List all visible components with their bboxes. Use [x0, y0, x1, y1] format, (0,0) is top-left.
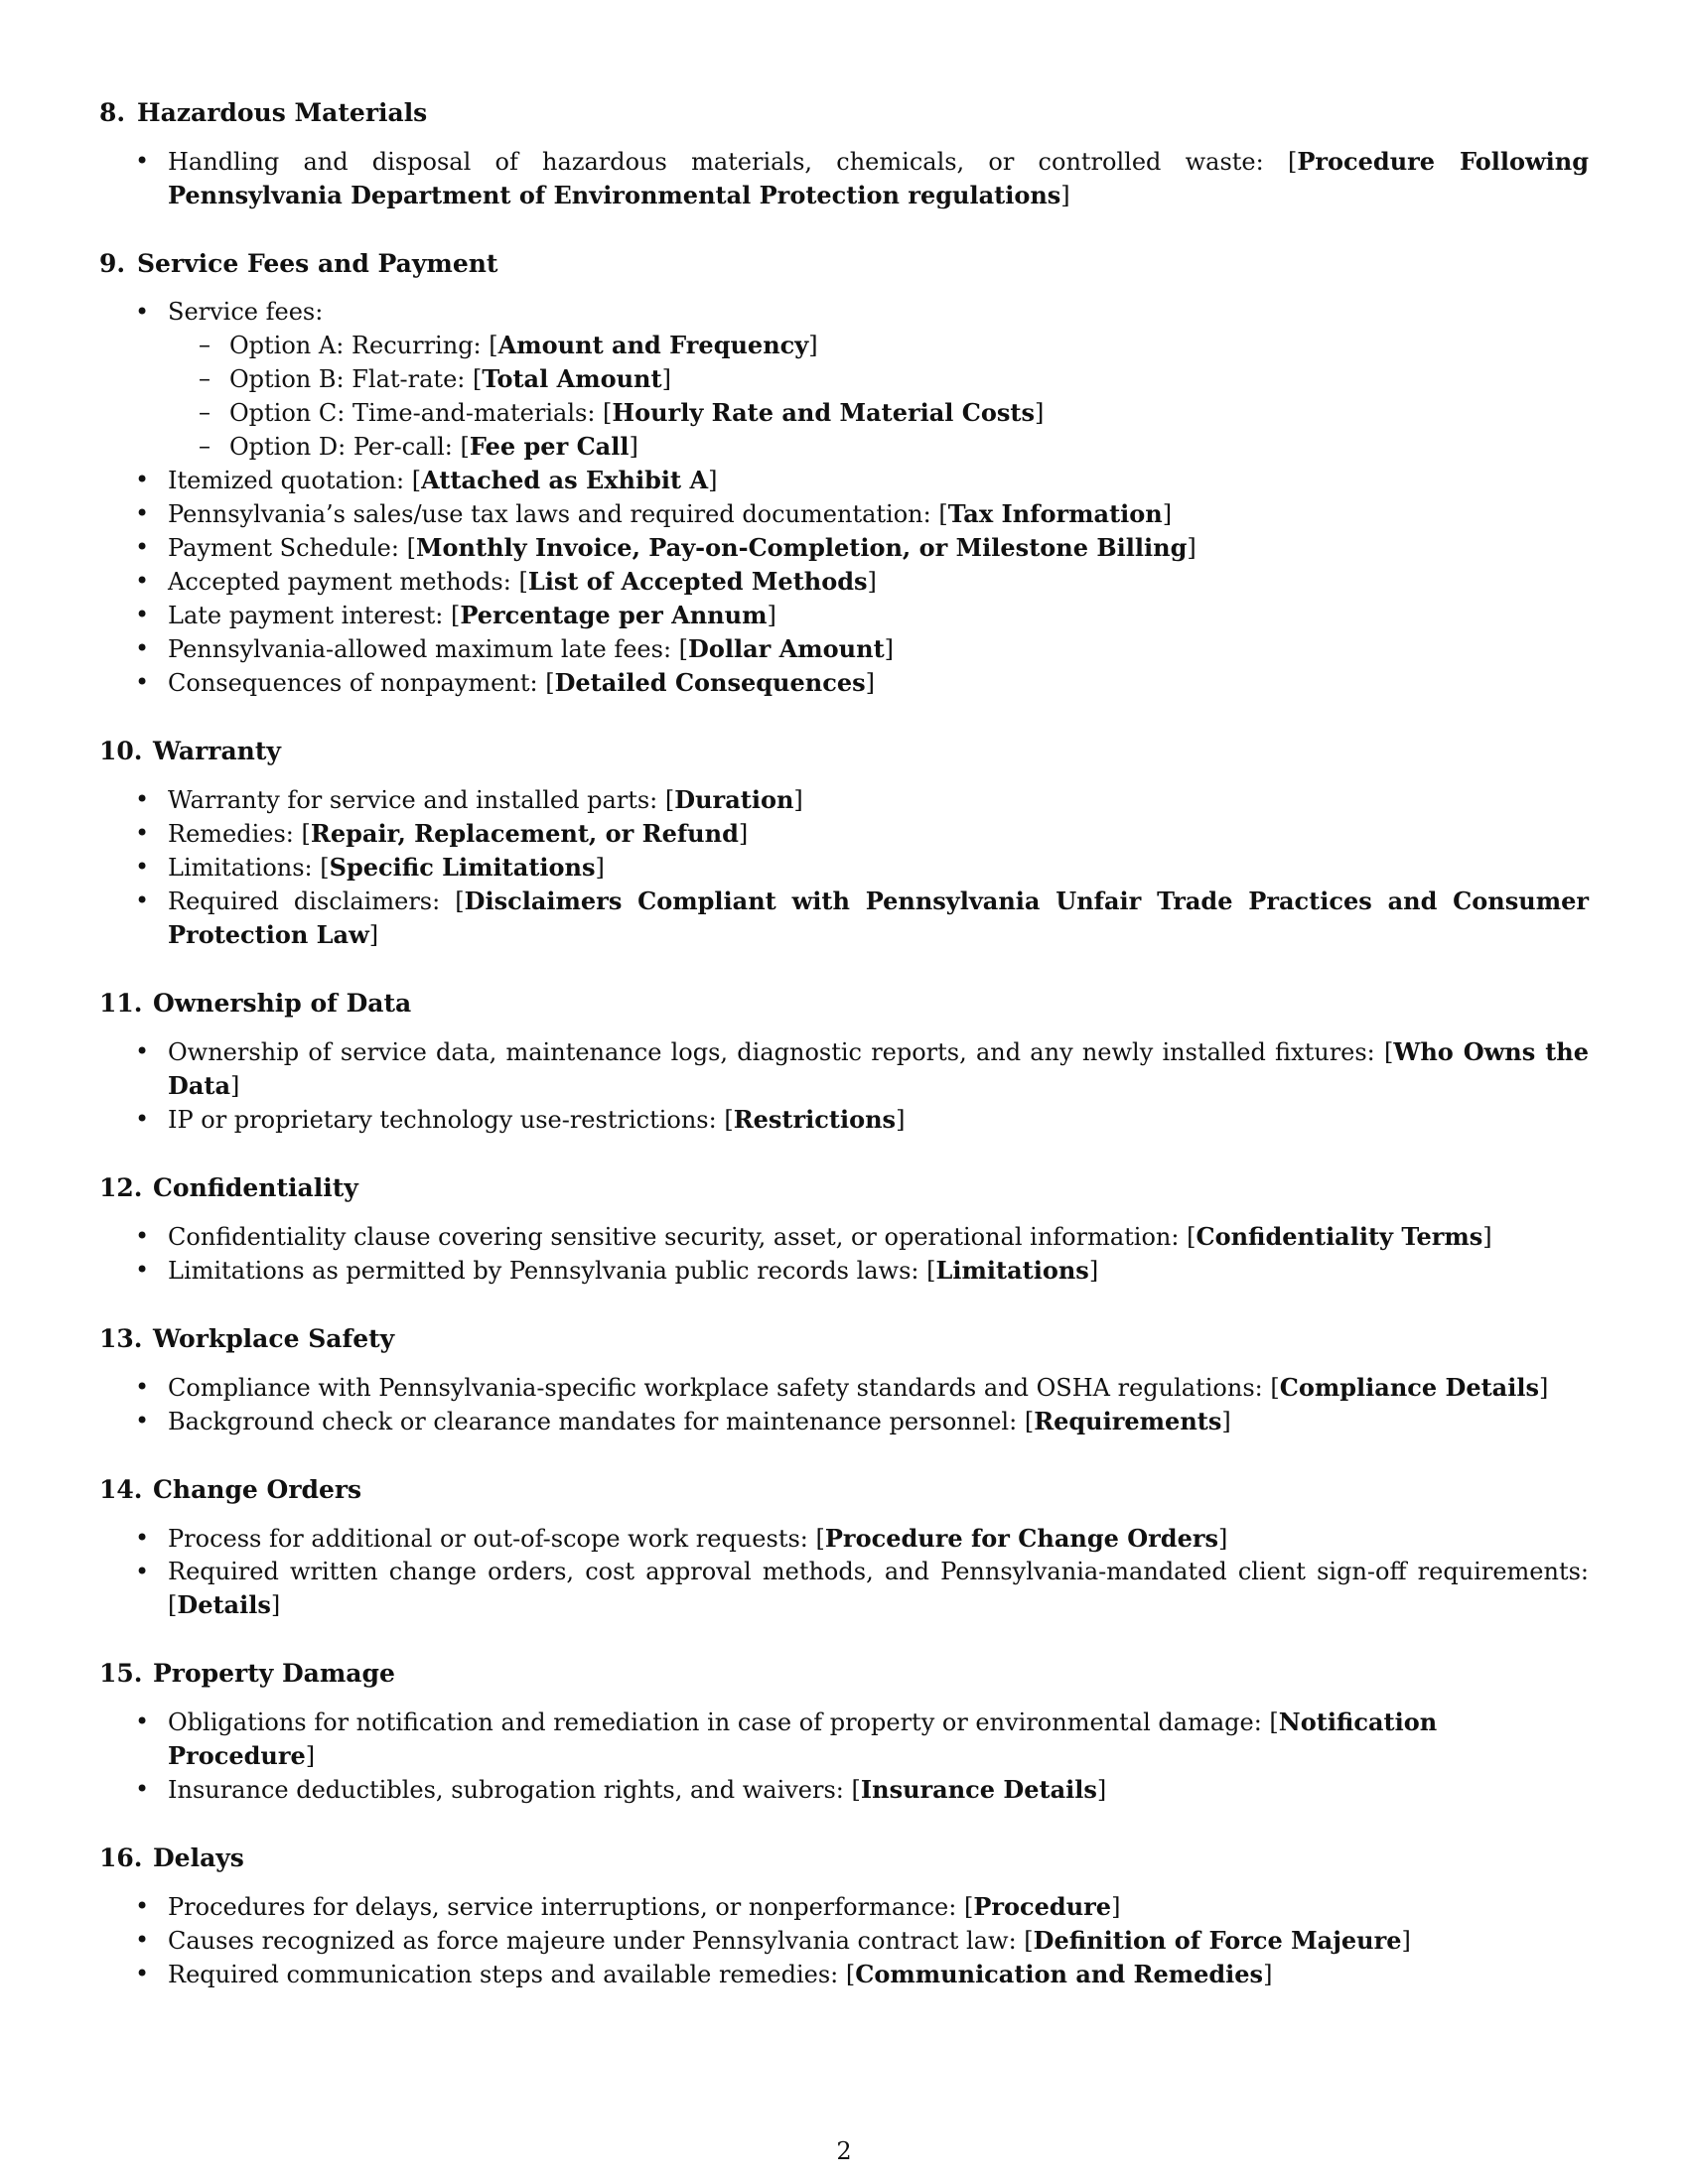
list-item: • Required written change orders, cost approval methods, and Pennsylvania-mandated client sign-off requirements: [Details] [99, 1556, 1589, 1622]
item-placeholder: Notification Procedure [168, 1707, 1438, 1770]
item-placeholder: Percentage per Annum [460, 601, 768, 629]
item-text: Confidentiality clause covering sensitive security, asset, or operational information: [168, 1223, 1188, 1251]
sub-list-item: – Option B: Flat-rate: [Total Amount] [168, 362, 1589, 396]
document-page [99, 97, 1589, 2027]
bullet-list [99, 296, 1589, 700]
item-text: Accepted payment methods: [168, 568, 519, 596]
section-number: 8. [99, 98, 126, 127]
list-item: • Remedies: [Repair, Replacement, or Refund] [99, 817, 1589, 851]
item-placeholder: Limitations [935, 1256, 1089, 1285]
section-title: Hazardous Materials [137, 98, 428, 127]
item-text: Ownership of service data, maintenance logs, diagnostic reports, and any newly installed fixtures: [168, 1038, 1384, 1066]
section-title: Confidentiality [153, 1173, 358, 1202]
section-warranty [99, 736, 1589, 952]
item-text: Handling and disposal of hazardous materials, chemicals, or controlled waste: [168, 148, 1288, 176]
item-text: Required disclaimers: [168, 887, 456, 915]
item-placeholder: Definition of Force Majeure [1033, 1926, 1402, 1955]
bullet-list [99, 1522, 1589, 1622]
list-item: • Limitations as permitted by Pennsylvania public records laws: [Limitations] [99, 1254, 1589, 1288]
item-placeholder: Detailed Consequences [554, 668, 866, 697]
item-placeholder: Requirements [1034, 1407, 1222, 1435]
section-title: Workplace Safety [153, 1324, 395, 1353]
item-text: Background check or clearance mandates for maintenance personnel: [168, 1408, 1025, 1435]
item-placeholder: Restrictions [733, 1105, 897, 1134]
list-item: • Required communication steps and available remedies: [Communication and Remedies] [99, 1958, 1589, 1991]
item-placeholder: Amount and Frequency [497, 331, 809, 359]
item-placeholder: Specific Limitations [329, 853, 596, 882]
item-text: Late payment interest: [168, 602, 451, 629]
section-workplace-safety [99, 1323, 1589, 1438]
section-service-fees-and-payment [99, 248, 1589, 700]
list-item: • Late payment interest: [Percentage per Annum] [99, 599, 1589, 632]
section-title: Property Damage [153, 1659, 395, 1688]
list-item: • IP or proprietary technology use-restrictions: [Restrictions] [99, 1103, 1589, 1137]
item-placeholder: Insurance Details [860, 1775, 1097, 1804]
section-title: Warranty [153, 737, 281, 765]
section-number: 16. [99, 1843, 143, 1872]
item-placeholder: Hourly Rate and Material Costs [612, 398, 1035, 427]
fee-options-list [168, 329, 1589, 464]
sub-list-item: – Option A: Recurring: [Amount and Frequency] [168, 329, 1589, 362]
item-text: Payment Schedule: [168, 534, 407, 562]
item-placeholder: Fee per Call [469, 432, 630, 461]
item-placeholder: Repair, Replacement, or Refund [310, 819, 739, 848]
section-heading [99, 1843, 1589, 1874]
item-placeholder: Dollar Amount [688, 634, 885, 663]
item-placeholder: Attached as Exhibit A [421, 466, 709, 494]
item-text: Option A: Recurring: [229, 332, 490, 359]
bullet-list [99, 145, 1589, 212]
item-text: Limitations: [168, 854, 321, 882]
item-text: Pennsylvania-allowed maximum late fees: [168, 635, 679, 663]
item-placeholder: Total Amount [482, 364, 662, 393]
item-placeholder: Procedure [973, 1892, 1112, 1921]
list-item: • Procedures for delays, service interruptions, or nonperformance: [Procedure] [99, 1890, 1589, 1924]
list-item: • Itemized quotation: [Attached as Exhibit A] [99, 464, 1589, 497]
item-text: Option B: Flat-rate: [229, 365, 473, 393]
list-item [99, 296, 1589, 464]
item-text: Procedures for delays, service interruptions, or nonperformance: [168, 1893, 964, 1921]
section-title: Ownership of Data [153, 989, 412, 1018]
section-heading [99, 736, 1589, 767]
bullet-list [99, 1035, 1589, 1137]
item-text: Obligations for notification and remediation in case of property or environmental damage: [168, 1708, 1270, 1736]
list-item: • Confidentiality clause covering sensitive security, asset, or operational information: [Confidentiality Terms] [99, 1220, 1589, 1254]
item-placeholder: Communication and Remedies [855, 1960, 1264, 1988]
section-heading [99, 1172, 1589, 1204]
sub-list-item: – Option C: Time-and-materials: [Hourly Rate and Material Costs] [168, 396, 1589, 430]
item-text: Itemized quotation: [168, 467, 412, 494]
section-ownership-of-data [99, 988, 1589, 1137]
item-text: Consequences of nonpayment: [168, 669, 546, 697]
section-title: Change Orders [153, 1475, 362, 1504]
item-text: Remedies: [168, 820, 302, 848]
list-item: • Compliance with Pennsylvania-specific workplace safety standards and OSHA regulations: [Compliance Details] [99, 1371, 1589, 1405]
item-text: Option C: Time-and-materials: [229, 399, 604, 427]
list-item: • Obligations for notification and remediation in case of property or environmental damage: [Notification Procedure] [99, 1706, 1589, 1773]
section-heading [99, 1658, 1589, 1690]
section-heading [99, 1323, 1589, 1355]
bullet-list [99, 783, 1589, 952]
item-placeholder: Confidentiality Terms [1196, 1222, 1483, 1251]
item-placeholder: Compliance Details [1279, 1373, 1539, 1402]
list-item: • Required disclaimers: [Disclaimers Compliant with Pennsylvania Unfair Trade Practices and Consumer Protection Law] [99, 885, 1589, 952]
item-placeholder: Disclaimers Compliant with Pennsylvania Unfair Trade Practices and Consumer Protection Law [168, 887, 1590, 949]
item-text: Warranty for service and installed parts: [168, 786, 665, 814]
section-number: 11. [99, 989, 143, 1018]
list-item: • Insurance deductibles, subrogation rights, and waivers: [Insurance Details] [99, 1773, 1589, 1807]
item-placeholder: Procedure for Change Orders [824, 1524, 1219, 1553]
section-delays [99, 1843, 1589, 1991]
item-text: Causes recognized as force majeure under Pennsylvania contract law: [168, 1927, 1025, 1955]
section-number: 15. [99, 1659, 143, 1688]
section-hazardous-materials [99, 97, 1589, 212]
section-title: Service Fees and Payment [137, 249, 498, 278]
list-item: • Accepted payment methods: [List of Accepted Methods] [99, 565, 1589, 599]
section-number: 14. [99, 1475, 143, 1504]
section-change-orders [99, 1474, 1589, 1622]
item-text: Limitations as permitted by Pennsylvania public records laws: [168, 1257, 927, 1285]
item-placeholder: List of Accepted Methods [527, 567, 868, 596]
item-text: Pennsylvania’s sales/use tax laws and required documentation: [168, 500, 939, 528]
list-item: • Consequences of nonpayment: [Detailed Consequences] [99, 666, 1589, 700]
bullet-list [99, 1706, 1589, 1807]
list-item: • Handling and disposal of hazardous materials, chemicals, or controlled waste: [Procedure Following Pennsylvania Department of Environmental Protection regulations] [99, 145, 1589, 212]
section-heading [99, 248, 1589, 280]
bullet-list [99, 1890, 1589, 1991]
item-placeholder: Who Owns the Data [168, 1037, 1590, 1100]
list-item: • Pennsylvania’s sales/use tax laws and required documentation: [Tax Information] [99, 497, 1589, 531]
item-text: Service fees: [168, 298, 324, 326]
section-number: 9. [99, 249, 126, 278]
item-text: Compliance with Pennsylvania-specific workplace safety standards and OSHA regulations: [168, 1374, 1271, 1402]
item-placeholder: Duration [674, 785, 794, 814]
item-placeholder: Details [177, 1590, 271, 1619]
item-text: Required written change orders, cost approval methods, and Pennsylvania-mandated client sign-off requirements: [168, 1558, 1589, 1585]
item-placeholder: Tax Information [947, 499, 1163, 528]
page-number: 2 [836, 2137, 852, 2165]
section-number: 13. [99, 1324, 143, 1353]
item-placeholder: Procedure Following Pennsylvania Department of Environmental Protection regulations [168, 147, 1589, 209]
item-text: Option D: Per-call: [229, 433, 461, 461]
list-item: • Causes recognized as force majeure under Pennsylvania contract law: [Definition of Force Majeure] [99, 1924, 1589, 1958]
section-confidentiality [99, 1172, 1589, 1288]
list-item: • Process for additional or out-of-scope work requests: [Procedure for Change Orders] [99, 1522, 1589, 1556]
section-title: Delays [153, 1843, 244, 1872]
item-text: Required communication steps and available remedies: [168, 1961, 846, 1988]
item-text: Insurance deductibles, subrogation rights, and waivers: [168, 1776, 852, 1804]
list-item: • Pennsylvania-allowed maximum late fees: [Dollar Amount] [99, 632, 1589, 666]
item-placeholder: Monthly Invoice, Pay-on-Completion, or Milestone Billing [415, 533, 1188, 562]
list-item: • Ownership of service data, maintenance logs, diagnostic reports, and any newly installed fixtures: [Who Owns the Data] [99, 1035, 1589, 1103]
list-item: • Background check or clearance mandates for maintenance personnel: [Requirements] [99, 1405, 1589, 1438]
section-heading [99, 97, 1589, 129]
section-property-damage [99, 1658, 1589, 1807]
bullet-list [99, 1371, 1589, 1438]
list-item: • Warranty for service and installed parts: [Duration] [99, 783, 1589, 817]
section-number: 12. [99, 1173, 143, 1202]
section-number: 10. [99, 737, 143, 765]
list-item: • Limitations: [Specific Limitations] [99, 851, 1589, 885]
list-item: • Payment Schedule: [Monthly Invoice, Pay-on-Completion, or Milestone Billing] [99, 531, 1589, 565]
section-heading [99, 1474, 1589, 1506]
item-text: IP or proprietary technology use-restrictions: [168, 1106, 725, 1134]
bullet-list [99, 1220, 1589, 1288]
section-heading [99, 988, 1589, 1020]
sub-list-item: – Option D: Per-call: [Fee per Call] [168, 430, 1589, 464]
item-text: Process for additional or out-of-scope work requests: [168, 1525, 816, 1553]
